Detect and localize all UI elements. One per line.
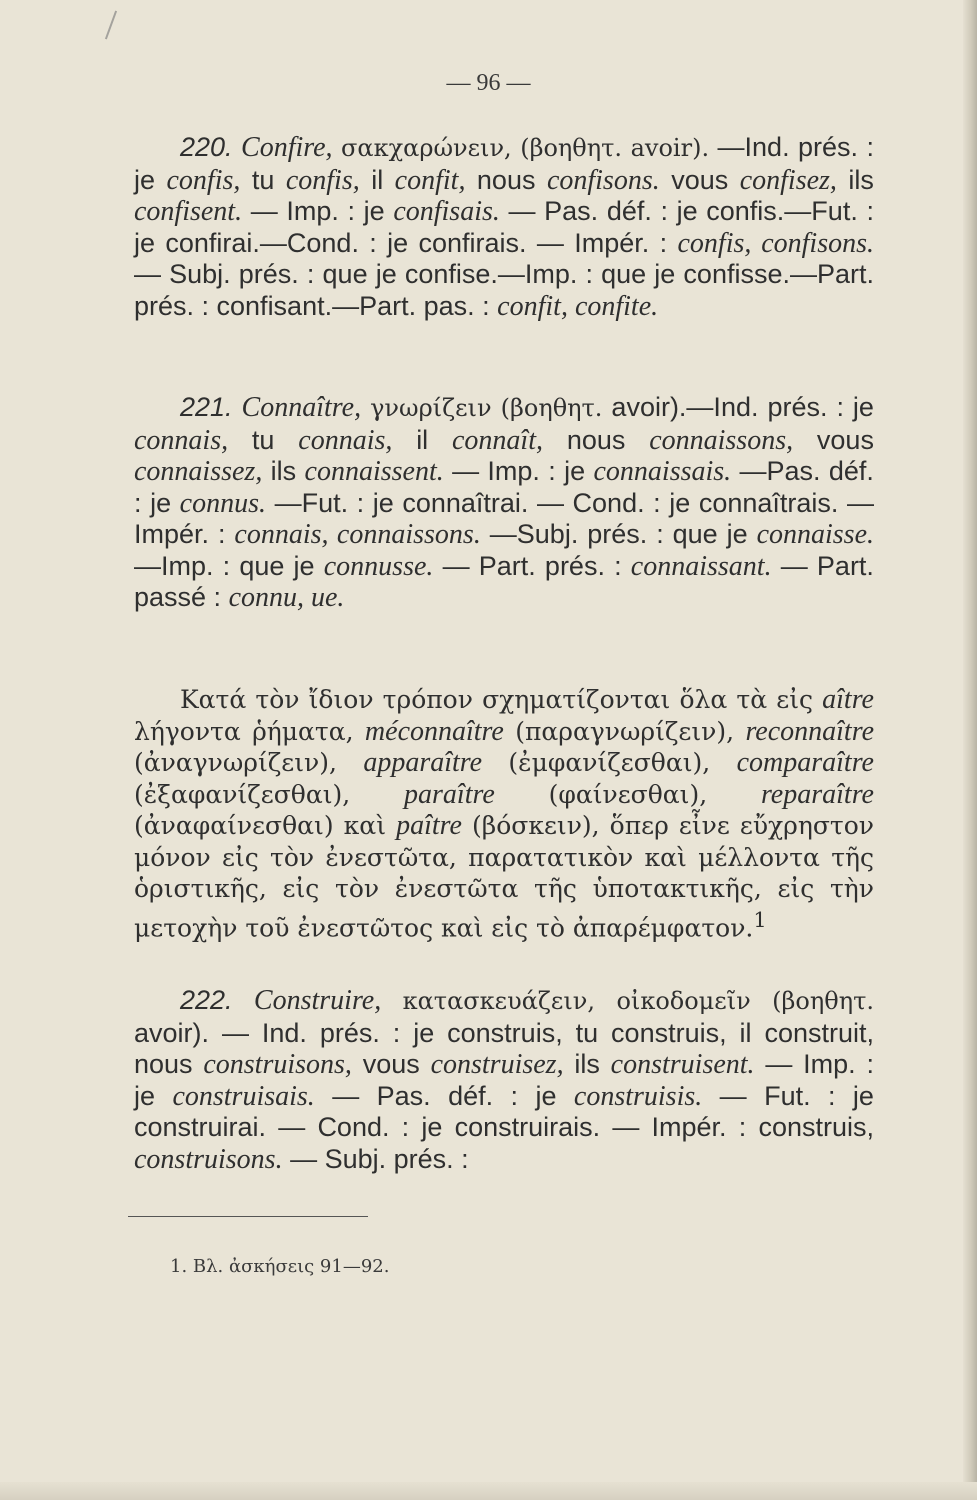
entry-220	[134, 132, 874, 322]
entry-221	[134, 392, 874, 614]
verb-form: aître	[822, 684, 874, 715]
verb-form: reparaître	[760, 778, 874, 810]
verb-form: paître	[396, 810, 462, 841]
verb-form: connais,	[298, 424, 393, 456]
text-run: nous	[566, 424, 626, 455]
entry-number: 222.	[180, 985, 233, 1015]
greek-text: (ἐμφανίζεσθαι),	[508, 748, 711, 777]
entry-number: 220.	[180, 132, 233, 162]
text-run: — Subj. prés. :	[290, 1143, 469, 1174]
footnote: 1. Βλ. ἀσκήσεις 91—92.	[170, 1256, 390, 1277]
greek-text: (ἀναγνωρίζειν),	[134, 748, 337, 777]
page-edge-bottom	[0, 1482, 977, 1500]
verb-form: paraître	[404, 778, 495, 810]
footnote-ref: 1	[753, 907, 767, 932]
text-run: — Part. passé :	[134, 550, 874, 612]
text-run: nous	[476, 164, 536, 195]
text-run: —Imp. : que je	[134, 550, 315, 581]
text-run: ils	[270, 456, 297, 486]
verb-form: construisez,	[430, 1049, 564, 1080]
pencil-mark	[105, 11, 117, 40]
verb-form: confit,	[394, 164, 466, 196]
verb-form: connaissais.	[593, 456, 732, 487]
verb-form: connaissant.	[630, 550, 772, 582]
verb-form: reconnaître	[745, 715, 874, 747]
verb-form: construisons,	[203, 1049, 352, 1080]
text-run: vous	[671, 164, 729, 195]
verb-form: connaisse.	[756, 519, 875, 550]
text-run: — Part. prés. :	[442, 550, 622, 581]
verb-form: méconnaître	[364, 715, 504, 747]
greek-gloss: γνωρίζειν (βοηθητ.	[370, 394, 603, 422]
verb-form: confis,	[285, 164, 360, 196]
greek-text: (βόσκειν), ὅπερ εἶνε εὔχρηστον μόνον εἰς τὸν ἐνεστῶτα, παρατατικὸν καὶ μέλλοντα τῆς ὁριστικῆς, εἰς τὸν ἐνεστῶτα τῆς ὑποτακτικῆς, εἰς τὴν μετοχὴν τοῦ ἐνεστῶτος καὶ εἰς τὸ ἀπαρέμφατον.	[134, 811, 874, 942]
text-run: il	[416, 424, 429, 455]
text-run: —Pas. déf. : je	[134, 456, 874, 518]
verb-form: connaissent.	[304, 456, 444, 487]
verb-form: comparaître	[736, 747, 874, 778]
verb-form: connaissons,	[649, 424, 794, 456]
page-number: — 96 —	[446, 70, 531, 96]
text-run: il	[371, 164, 384, 195]
footnote-divider	[128, 1216, 368, 1217]
verb-form: apparaître	[363, 747, 483, 778]
greek-text: (φαίνεσθαι),	[548, 779, 708, 809]
text-run: — Subj. prés. : que je confise.—Imp. : que je confisse.—Part. prés. : confisant.—Part. pas. :	[134, 259, 874, 321]
text-run: tu	[251, 424, 275, 455]
text-run: — Imp. : je	[250, 196, 385, 226]
verb-form: construisais.	[172, 1080, 315, 1112]
verb-form: confisais.	[393, 196, 500, 227]
verb-form: connais, connaissons.	[234, 519, 481, 550]
verb-headword: Connaître,	[241, 392, 362, 423]
verb-form: construisis.	[573, 1080, 703, 1112]
text-run: vous	[362, 1049, 420, 1079]
verb-form: confisent.	[134, 196, 243, 227]
text-run: —Ind. prés. : je	[134, 132, 874, 195]
text-run: — Fut. : je construirai. — Cond. : je construirais. — Impér. : construis,	[134, 1080, 874, 1142]
greek-paragraph	[134, 684, 874, 943]
verb-form: connu, ue.	[228, 582, 345, 613]
greek-text: Κατά τὸν ἴδιον τρόπον σχηματίζονται ὅλα τὰ εἰς	[180, 685, 813, 714]
verb-form: confit, confite.	[497, 290, 659, 322]
text-run: vous	[816, 424, 874, 455]
entry-222	[134, 985, 874, 1175]
verb-headword: Confire,	[241, 132, 333, 163]
verb-form: construisent.	[610, 1049, 755, 1080]
verb-form: confisez,	[739, 164, 837, 196]
verb-form: connaît,	[452, 424, 543, 456]
greek-gloss: κατασκευάζειν, οἰκοδομεῖν (βοηθητ.	[402, 987, 874, 1015]
greek-text: (ἀναφαίνεσθαι) καὶ	[134, 811, 386, 840]
verb-form: connusse.	[323, 550, 434, 582]
text-run: — Pas. déf. : je confis.—Fut. : je confirai.—Cond. : je confirais. — Impér. :	[134, 196, 874, 258]
verb-form: confisons.	[546, 164, 660, 196]
page-edge-right	[963, 0, 977, 1500]
greek-text: λήγοντα ῥήματα,	[134, 716, 354, 746]
text-run: — Imp. : je	[452, 456, 586, 486]
entry-number: 221.	[180, 392, 233, 422]
text-run: — Imp. : je	[134, 1049, 874, 1111]
verb-form: connais,	[134, 424, 229, 456]
text-run: tu	[251, 164, 275, 195]
text-run: avoir).—Ind. prés. : je	[611, 392, 874, 422]
verb-form: confis, confisons.	[677, 227, 874, 259]
text-run: —Fut. : je connaîtrai. — Cond. : je connaîtrais. —Impér. :	[134, 487, 874, 549]
verb-form: confis,	[166, 164, 241, 196]
greek-text: (ἐξαφανίζεσθαι),	[134, 779, 351, 809]
text-run: avoir). — Ind. prés. : je construis, tu construis, il construit, nous	[134, 1017, 874, 1079]
verb-form: connus.	[179, 487, 266, 519]
verb-form: connaissez,	[134, 456, 263, 487]
text-run: ils	[848, 164, 874, 195]
text-run: ils	[574, 1049, 600, 1079]
verb-form: construisons.	[134, 1143, 283, 1175]
text-run: — Pas. déf. : je	[332, 1080, 557, 1111]
verb-headword: Construire,	[253, 985, 382, 1016]
greek-text: (παραγνωρίζειν),	[515, 716, 735, 746]
text-run: —Subj. prés. : que je	[489, 519, 748, 549]
greek-gloss: σακχαρώνειν, (βοηθητ. avoir).	[341, 134, 710, 162]
